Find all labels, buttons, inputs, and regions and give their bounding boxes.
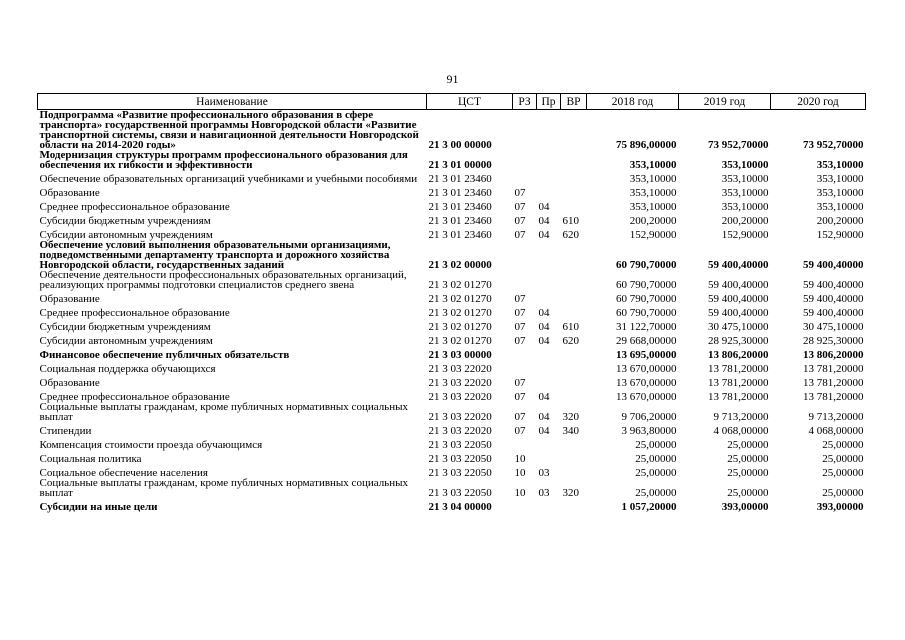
cell-pr bbox=[537, 184, 561, 198]
cell-vr bbox=[561, 184, 587, 198]
cell-name: Стипендии bbox=[39, 425, 92, 437]
cell-y2020: 59 400,40000 bbox=[803, 307, 864, 319]
cell-y2019: 353,10000 bbox=[721, 173, 769, 185]
cell-pr bbox=[537, 150, 561, 170]
cell-rz: 07 bbox=[514, 293, 526, 305]
cell-y2018: 152,90000 bbox=[629, 229, 677, 241]
cell-rz: 07 bbox=[514, 307, 526, 319]
cell-y2020: 13 806,20000 bbox=[803, 349, 864, 361]
table-row bbox=[38, 170, 866, 184]
cell-name: Субсидии бюджетным учреждениям bbox=[39, 215, 211, 227]
cell-pr bbox=[537, 346, 561, 360]
table-row bbox=[38, 270, 866, 290]
cell-vr: 320 bbox=[562, 487, 579, 499]
cell-vr bbox=[561, 290, 587, 304]
cell-pr: 04 bbox=[538, 321, 550, 333]
cell-y2019: 25,00000 bbox=[727, 487, 769, 499]
table-header-row bbox=[38, 94, 866, 110]
cell-y2018: 60 790,70000 bbox=[616, 259, 677, 271]
budget-table bbox=[37, 93, 866, 512]
cell-cst: 21 3 03 22050 bbox=[428, 467, 492, 479]
cell-name: Компенсация стоимости проезда обучающимся bbox=[39, 439, 263, 451]
cell-y2019: 30 475,10000 bbox=[708, 321, 769, 333]
cell-y2020: 353,10000 bbox=[816, 159, 864, 171]
table-row bbox=[38, 110, 866, 151]
cell-rz: 07 bbox=[514, 411, 526, 423]
cell-y2020: 393,00000 bbox=[816, 501, 864, 513]
cell-y2018: 25,00000 bbox=[635, 439, 677, 451]
cell-y2018: 60 790,70000 bbox=[616, 307, 677, 319]
cell-rz bbox=[513, 498, 537, 512]
cell-rz bbox=[513, 240, 537, 270]
cell-y2020: 25,00000 bbox=[822, 487, 864, 499]
cell-name: Образование bbox=[39, 377, 100, 389]
cell-y2018: 200,20000 bbox=[629, 215, 677, 227]
cell-y2018: 353,10000 bbox=[629, 201, 677, 213]
cell-y2019: 25,00000 bbox=[727, 453, 769, 465]
cell-name: Финансовое обеспечение публичных обязательств bbox=[39, 349, 290, 361]
cell-y2020: 28 925,30000 bbox=[803, 335, 864, 347]
cell-name: Подпрограмма «Развитие профессионального образования в сфере транспорта» государственной программы Новгородской области «Развитие транспортной системы, связи и навигационной деятельности Новгородской области на 2014-2020 годы» bbox=[39, 109, 419, 151]
cell-vr bbox=[561, 498, 587, 512]
cell-vr: 620 bbox=[562, 229, 579, 241]
cell-y2018: 75 896,00000 bbox=[616, 139, 677, 151]
cell-vr: 620 bbox=[562, 335, 579, 347]
cell-rz: 07 bbox=[514, 321, 526, 333]
table-row bbox=[38, 304, 866, 318]
cell-name: Субсидии бюджетным учреждениям bbox=[39, 321, 211, 333]
cell-y2018: 1 057,20000 bbox=[621, 501, 677, 513]
cell-pr bbox=[537, 360, 561, 374]
header-pr: Пр bbox=[537, 94, 561, 110]
cell-y2018: 25,00000 bbox=[635, 467, 677, 479]
cell-cst: 21 3 01 23460 bbox=[428, 201, 492, 213]
cell-pr bbox=[537, 170, 561, 184]
cell-y2019: 73 952,70000 bbox=[708, 139, 769, 151]
cell-pr: 03 bbox=[538, 487, 550, 499]
cell-y2019: 25,00000 bbox=[727, 467, 769, 479]
cell-y2018: 25,00000 bbox=[635, 487, 677, 499]
cell-pr bbox=[537, 450, 561, 464]
cell-vr bbox=[561, 374, 587, 388]
cell-name: Обеспечение образовательных организаций учебниками и учебными пособиями bbox=[39, 173, 418, 185]
cell-name: Модернизация структуры программ профессионального образования для обеспечения их гибкости и эффективности bbox=[39, 149, 408, 171]
header-rz: РЗ bbox=[513, 94, 537, 110]
cell-y2018: 13 670,00000 bbox=[616, 391, 677, 403]
cell-pr bbox=[537, 436, 561, 450]
table-row bbox=[38, 464, 866, 478]
cell-vr bbox=[561, 436, 587, 450]
header-vr: ВР bbox=[561, 94, 587, 110]
cell-y2018: 31 122,70000 bbox=[616, 321, 677, 333]
header-name: Наименование bbox=[38, 94, 427, 110]
cell-y2019: 353,10000 bbox=[721, 187, 769, 199]
cell-cst: 21 3 03 22020 bbox=[428, 363, 492, 375]
cell-vr bbox=[561, 270, 587, 290]
table-row bbox=[38, 318, 866, 332]
cell-pr: 04 bbox=[538, 391, 550, 403]
header-2019: 2019 год bbox=[679, 94, 771, 110]
cell-rz: 07 bbox=[514, 335, 526, 347]
cell-name: Образование bbox=[39, 187, 100, 199]
cell-pr: 04 bbox=[538, 307, 550, 319]
cell-rz: 07 bbox=[514, 187, 526, 199]
cell-vr bbox=[561, 304, 587, 318]
table-row bbox=[38, 150, 866, 170]
cell-cst: 21 3 02 00000 bbox=[428, 259, 492, 271]
cell-name: Социальная политика bbox=[39, 453, 142, 465]
cell-pr: 03 bbox=[538, 467, 550, 479]
cell-vr bbox=[561, 450, 587, 464]
cell-y2020: 9 713,20000 bbox=[808, 411, 864, 423]
cell-y2019: 9 713,20000 bbox=[713, 411, 769, 423]
cell-y2019: 353,10000 bbox=[721, 201, 769, 213]
cell-rz: 07 bbox=[514, 201, 526, 213]
table-row bbox=[38, 346, 866, 360]
cell-rz: 10 bbox=[514, 487, 526, 499]
cell-y2020: 13 781,20000 bbox=[803, 391, 864, 403]
cell-y2018: 25,00000 bbox=[635, 453, 677, 465]
cell-pr: 04 bbox=[538, 201, 550, 213]
cell-y2019: 59 400,40000 bbox=[708, 259, 769, 271]
cell-name: Социальные выплаты гражданам, кроме публичных нормативных социальных выплат bbox=[39, 401, 408, 423]
cell-pr: 04 bbox=[538, 335, 550, 347]
cell-y2019: 59 400,40000 bbox=[708, 279, 769, 291]
cell-name: Среднее профессиональное образование bbox=[39, 391, 230, 403]
cell-vr bbox=[561, 110, 587, 151]
cell-cst: 21 3 01 23460 bbox=[428, 187, 492, 199]
cell-cst: 21 3 03 22020 bbox=[428, 391, 492, 403]
cell-y2018: 9 706,20000 bbox=[621, 411, 677, 423]
table-row bbox=[38, 402, 866, 422]
cell-vr bbox=[561, 360, 587, 374]
cell-y2019: 4 068,00000 bbox=[713, 425, 769, 437]
cell-pr: 04 bbox=[538, 215, 550, 227]
cell-y2020: 13 781,20000 bbox=[803, 363, 864, 375]
cell-y2020: 59 400,40000 bbox=[803, 279, 864, 291]
cell-pr bbox=[537, 374, 561, 388]
cell-name: Субсидии автономным учреждениям bbox=[39, 335, 213, 347]
cell-y2019: 25,00000 bbox=[727, 439, 769, 451]
cell-y2019: 13 781,20000 bbox=[708, 363, 769, 375]
header-2020: 2020 год bbox=[771, 94, 866, 110]
cell-cst: 21 3 01 23460 bbox=[428, 215, 492, 227]
cell-cst: 21 3 02 01270 bbox=[428, 321, 492, 333]
cell-pr: 04 bbox=[538, 229, 550, 241]
table-row bbox=[38, 388, 866, 402]
cell-cst: 21 3 01 00000 bbox=[428, 159, 492, 171]
table-row bbox=[38, 436, 866, 450]
cell-y2020: 353,10000 bbox=[816, 173, 864, 185]
cell-cst: 21 3 03 22050 bbox=[428, 439, 492, 451]
cell-vr: 320 bbox=[562, 411, 579, 423]
cell-pr: 04 bbox=[538, 425, 550, 437]
cell-rz: 10 bbox=[514, 467, 526, 479]
cell-rz: 07 bbox=[514, 425, 526, 437]
cell-y2020: 152,90000 bbox=[816, 229, 864, 241]
cell-name: Образование bbox=[39, 293, 100, 305]
cell-cst: 21 3 03 22020 bbox=[428, 425, 492, 437]
cell-rz: 07 bbox=[514, 377, 526, 389]
cell-vr bbox=[561, 198, 587, 212]
cell-y2018: 13 670,00000 bbox=[616, 377, 677, 389]
cell-vr: 610 bbox=[562, 215, 579, 227]
cell-pr: 04 bbox=[538, 411, 550, 423]
cell-y2020: 59 400,40000 bbox=[803, 293, 864, 305]
cell-y2020: 25,00000 bbox=[822, 467, 864, 479]
cell-cst: 21 3 00 00000 bbox=[428, 139, 492, 151]
cell-cst: 21 3 01 23460 bbox=[428, 229, 492, 241]
cell-y2019: 200,20000 bbox=[721, 215, 769, 227]
cell-y2020: 59 400,40000 bbox=[803, 259, 864, 271]
cell-name: Среднее профессиональное образование bbox=[39, 201, 230, 213]
table-row bbox=[38, 226, 866, 240]
cell-y2018: 60 790,70000 bbox=[616, 293, 677, 305]
cell-y2019: 59 400,40000 bbox=[708, 293, 769, 305]
cell-name: Социальная поддержка обучающихся bbox=[39, 363, 216, 375]
cell-cst: 21 3 04 00000 bbox=[428, 501, 492, 513]
cell-cst: 21 3 02 01270 bbox=[428, 307, 492, 319]
cell-cst: 21 3 03 22020 bbox=[428, 411, 492, 423]
table-row bbox=[38, 422, 866, 436]
cell-rz bbox=[513, 150, 537, 170]
cell-y2020: 353,10000 bbox=[816, 201, 864, 213]
cell-y2018: 353,10000 bbox=[629, 173, 677, 185]
table-row bbox=[38, 498, 866, 512]
table-row bbox=[38, 290, 866, 304]
cell-y2020: 30 475,10000 bbox=[803, 321, 864, 333]
cell-name: Социальные выплаты гражданам, кроме публичных нормативных социальных выплат bbox=[39, 477, 408, 499]
cell-rz bbox=[513, 346, 537, 360]
cell-y2019: 152,90000 bbox=[721, 229, 769, 241]
cell-y2020: 73 952,70000 bbox=[803, 139, 864, 151]
cell-vr bbox=[561, 346, 587, 360]
table-row bbox=[38, 198, 866, 212]
cell-y2020: 4 068,00000 bbox=[808, 425, 864, 437]
cell-rz: 07 bbox=[514, 229, 526, 241]
cell-y2019: 13 806,20000 bbox=[708, 349, 769, 361]
cell-rz: 07 bbox=[514, 215, 526, 227]
cell-vr bbox=[561, 170, 587, 184]
cell-cst: 21 3 01 23460 bbox=[428, 173, 492, 185]
cell-y2018: 60 790,70000 bbox=[616, 279, 677, 291]
cell-rz bbox=[513, 170, 537, 184]
cell-name: Обеспечение условий выполнения образовательными организациями, подведомственными департаменту транспорта и дорожного хозяйства Новгородской области, государственных заданий bbox=[39, 239, 391, 271]
cell-y2019: 28 925,30000 bbox=[708, 335, 769, 347]
cell-cst: 21 3 03 22050 bbox=[428, 487, 492, 499]
cell-name: Субсидии автономным учреждениям bbox=[39, 229, 213, 241]
cell-rz bbox=[513, 110, 537, 151]
table-body bbox=[38, 110, 866, 513]
cell-name: Субсидии на иные цели bbox=[39, 501, 158, 513]
cell-cst: 21 3 02 01270 bbox=[428, 279, 492, 291]
table-row bbox=[38, 212, 866, 226]
cell-y2020: 353,10000 bbox=[816, 187, 864, 199]
cell-y2020: 13 781,20000 bbox=[803, 377, 864, 389]
cell-pr bbox=[537, 270, 561, 290]
cell-pr bbox=[537, 240, 561, 270]
cell-name: Обеспечение деятельности профессиональных образовательных организаций, реализующих программы подготовки специалистов среднего звена bbox=[39, 269, 407, 291]
cell-pr bbox=[537, 498, 561, 512]
cell-vr bbox=[561, 388, 587, 402]
table-row bbox=[38, 360, 866, 374]
table-row bbox=[38, 184, 866, 198]
cell-rz bbox=[513, 360, 537, 374]
cell-cst: 21 3 03 00000 bbox=[428, 349, 492, 361]
cell-vr: 610 bbox=[562, 321, 579, 333]
cell-vr bbox=[561, 464, 587, 478]
cell-y2019: 393,00000 bbox=[721, 501, 769, 513]
header-cst: ЦСТ bbox=[427, 94, 513, 110]
table-row bbox=[38, 374, 866, 388]
cell-cst: 21 3 02 01270 bbox=[428, 293, 492, 305]
cell-y2018: 3 963,80000 bbox=[621, 425, 677, 437]
cell-y2019: 353,10000 bbox=[721, 159, 769, 171]
cell-name: Социальное обеспечение населения bbox=[39, 467, 208, 479]
cell-y2019: 59 400,40000 bbox=[708, 307, 769, 319]
cell-y2019: 13 781,20000 bbox=[708, 377, 769, 389]
cell-rz: 10 bbox=[514, 453, 526, 465]
table-row bbox=[38, 332, 866, 346]
cell-cst: 21 3 03 22050 bbox=[428, 453, 492, 465]
cell-y2020: 25,00000 bbox=[822, 453, 864, 465]
cell-rz bbox=[513, 270, 537, 290]
cell-vr: 340 bbox=[562, 425, 579, 437]
cell-vr bbox=[561, 150, 587, 170]
header-2018: 2018 год bbox=[587, 94, 679, 110]
cell-rz: 07 bbox=[514, 391, 526, 403]
cell-y2018: 353,10000 bbox=[629, 187, 677, 199]
table-row bbox=[38, 240, 866, 270]
cell-rz bbox=[513, 436, 537, 450]
cell-name: Среднее профессиональное образование bbox=[39, 307, 230, 319]
cell-y2018: 13 670,00000 bbox=[616, 363, 677, 375]
table-row bbox=[38, 478, 866, 498]
cell-y2018: 353,10000 bbox=[629, 159, 677, 171]
cell-pr bbox=[537, 110, 561, 151]
cell-y2020: 200,20000 bbox=[816, 215, 864, 227]
cell-vr bbox=[561, 240, 587, 270]
cell-y2019: 13 781,20000 bbox=[708, 391, 769, 403]
cell-pr bbox=[537, 290, 561, 304]
cell-y2018: 13 695,00000 bbox=[616, 349, 677, 361]
table-row bbox=[38, 450, 866, 464]
cell-cst: 21 3 03 22020 bbox=[428, 377, 492, 389]
page-number: 91 bbox=[446, 72, 459, 86]
cell-y2018: 29 668,00000 bbox=[616, 335, 677, 347]
cell-y2020: 25,00000 bbox=[822, 439, 864, 451]
cell-cst: 21 3 02 01270 bbox=[428, 335, 492, 347]
